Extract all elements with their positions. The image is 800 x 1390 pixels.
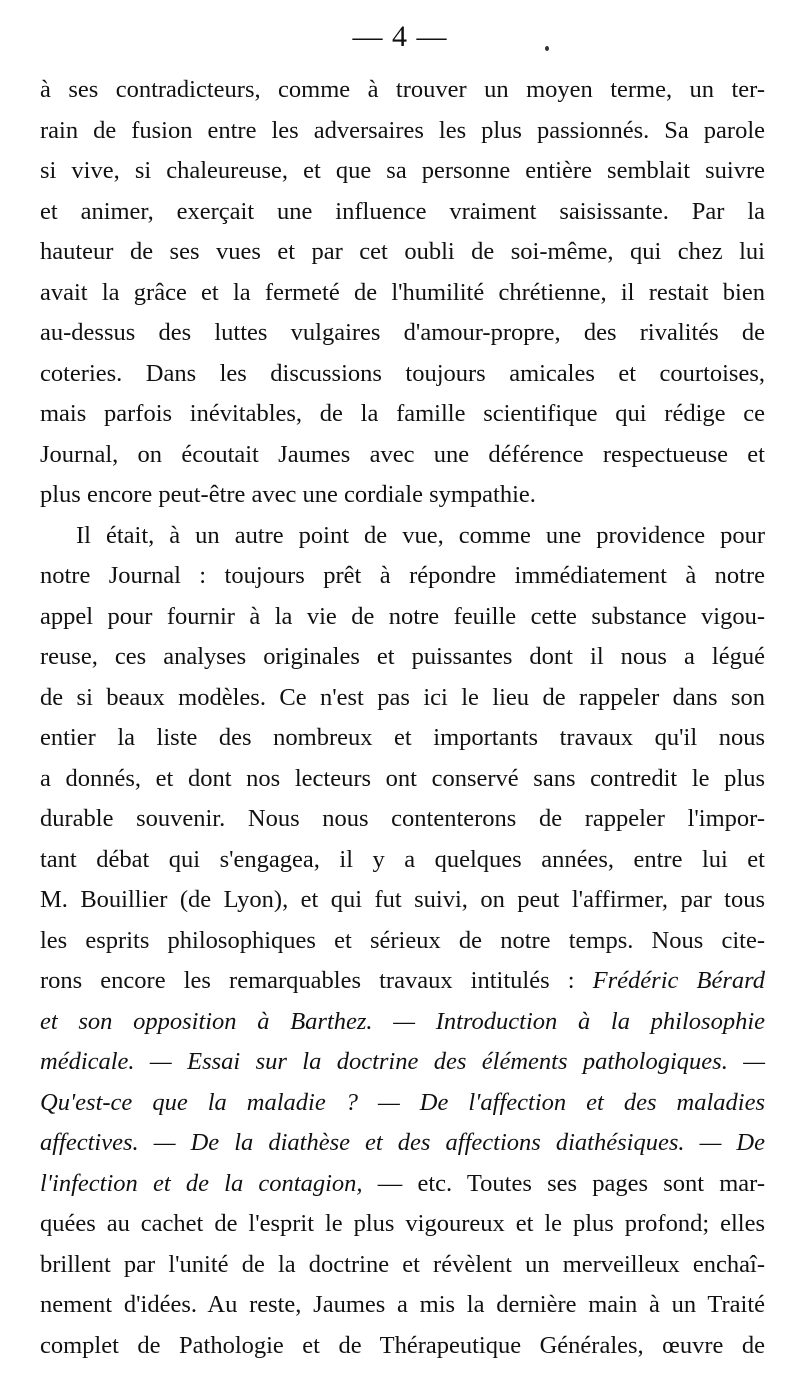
text-segment: si vive, si chaleureuse, et que sa personne entière semblait suivre [40,157,765,184]
text-line [40,475,765,516]
text-segment: avait la grâce et la fermeté de l'humilité chrétienne, il restait bien [40,278,765,306]
text-line [40,111,765,152]
text-line [40,313,765,354]
text-segment: et animer, exerçait une influence vraiment saisissante. Par la [40,197,765,225]
text-line [40,759,765,800]
text-segment: les esprits philosophiques et sérieux de notre temps. Nous cite- [40,926,765,954]
text-line [40,1285,765,1326]
text-line [40,718,765,759]
italic-text-segment: affectives. — De la diathèse et des affections diathésiques. — De [40,1129,765,1156]
text-segment: tant débat qui s'engagea, il y a quelques années, entre lui et [40,845,765,873]
text-segment: reuse, ces analyses originales et puissantes dont il nous a légué [40,643,765,670]
text-line [40,151,765,192]
text-line [40,1083,765,1124]
body-text [40,70,765,1366]
text-segment: — etc. Toutes ses pages sont mar- [362,1169,765,1197]
text-line [40,637,765,678]
text-line [40,597,765,638]
text-segment: brillent par l'unité de la doctrine et révèlent un merveilleux enchaî- [40,1250,765,1278]
text-line [40,1245,765,1286]
text-segment: coteries. Dans les discussions toujours amicales et courtoises, [40,359,765,387]
text-segment: appel pour fournir à la vie de notre feuille cette substance vigou- [40,602,765,630]
text-segment: a donnés, et dont nos lecteurs ont conservé sans contredit le plus [40,764,765,792]
text-segment: complet de Pathologie et de Thérapeutique Générales, œuvre de [40,1331,765,1359]
text-line [40,1123,765,1164]
text-segment: notre Journal : toujours prêt à répondre immédiatement à notre [40,562,765,589]
text-line [40,961,765,1002]
text-line [40,192,765,233]
text-segment: à ses contradicteurs, comme à trouver un moyen terme, un ter- [40,76,765,103]
text-segment: de si beaux modèles. Ce n'est pas ici le lieu de rappeler dans son [40,683,765,711]
ink-speck [545,46,549,51]
text-line [40,435,765,476]
text-segment: nement d'idées. Au reste, Jaumes a mis la dernière main à un Traité [40,1291,765,1318]
text-segment: entier la liste des nombreux et importants travaux qu'il nous [40,724,765,751]
text-line [40,354,765,395]
text-line [40,516,765,557]
text-line [40,556,765,597]
italic-text-segment: Qu'est-ce que la maladie ? — De l'affection et des maladies [40,1088,765,1116]
italic-text-segment: médicale. — Essai sur la doctrine des éléments pathologiques. — [40,1048,765,1075]
text-segment: au-dessus des luttes vulgaires d'amour-propre, des rivalités de [40,319,765,346]
text-line [40,880,765,921]
text-line [40,273,765,314]
text-line [40,840,765,881]
text-line [40,394,765,435]
text-segment: rons encore les remarquables travaux intitulés : [40,967,593,994]
text-line [40,70,765,111]
text-line [40,1326,765,1367]
italic-text-segment: Frédéric Bérard [592,967,765,994]
italic-text-segment: et son opposition à Barthez. — Introduction à la philosophie [40,1007,765,1035]
italic-text-segment: l'infection et de la contagion, [40,1169,363,1197]
text-line [40,799,765,840]
page-number: — 4 — [352,20,448,53]
text-segment: Journal, on écoutait Jaumes avec une déférence respectueuse et [40,440,765,468]
text-line [40,232,765,273]
text-line [40,678,765,719]
text-segment: hauteur de ses vues et par cet oubli de soi-même, qui chez lui [40,238,765,265]
text-segment: Il était, à un autre point de vue, comme une providence pour [76,521,765,549]
text-segment: M. Bouillier (de Lyon), et qui fut suivi, on peut l'affirmer, par tous [40,886,765,913]
text-line [40,921,765,962]
text-line [40,1204,765,1245]
text-line [40,1002,765,1043]
text-line [40,1164,765,1205]
text-segment: durable souvenir. Nous nous contenterons de rappeler l'impor- [40,805,765,832]
text-segment: quées au cachet de l'esprit le plus vigoureux et le plus profond; elles [40,1210,765,1237]
text-segment: rain de fusion entre les adversaires les plus passionnés. Sa parole [40,116,765,144]
text-segment: plus encore peut-être avec une cordiale sympathie. [40,481,536,508]
text-segment: mais parfois inévitables, de la famille scientifique qui rédige ce [40,400,765,427]
text-line [40,1042,765,1083]
